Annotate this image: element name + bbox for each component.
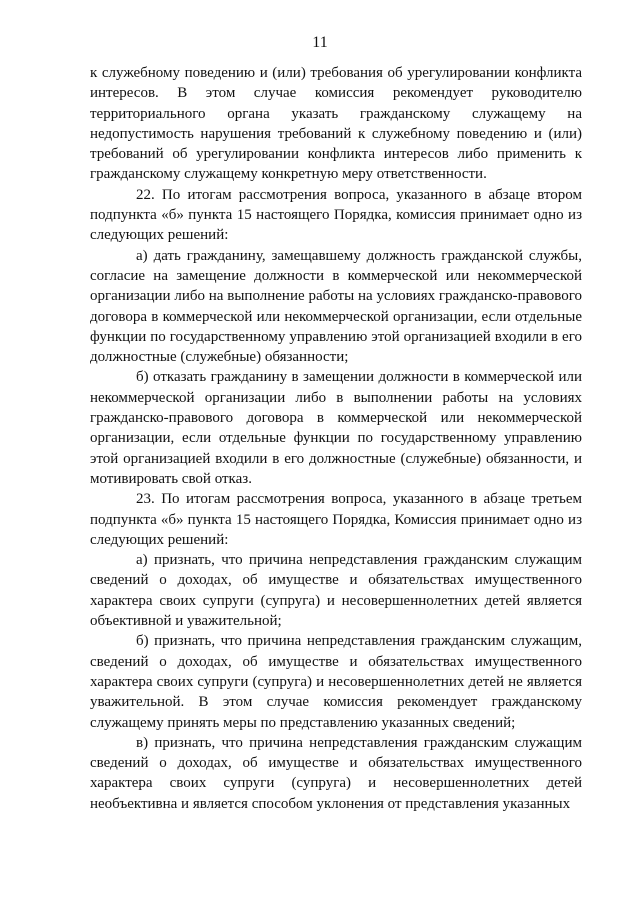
- paragraph-item-23-b: б) признать, что причина непредставления гражданским служащим, сведений о доходах, об имуществе и обязательствах имущественного характера своих супруги (супруга) и несовершеннолетних детей не является уважительной. В этом случае комиссия рекомендует гражданскому служащему принять меры по представлению указанных сведений;: [90, 633, 582, 731]
- paragraph-item-22: 22. По итогам рассмотрения вопроса, указанного в абзаце втором подпункта «б» пункта 15 настоящего Порядка, комиссия принимает одно из следующих решений:: [90, 186, 582, 244]
- document-body: [90, 63, 582, 814]
- paragraph-item-22-b: б) отказать гражданину в замещении должности в коммерческой или некоммерческой организации либо в выполнении работы на условиях гражданско-правового договора в коммерческой или некоммерческой организации, если отдельные функции по государственному управлению этой организацией входили в его должностные (служебные) обязанности, и мотивировать свой отказ.: [90, 369, 582, 487]
- paragraph-continuation: к служебному поведению и (или) требования об урегулировании конфликта интересов. В этом случае комиссия рекомендует руководителю территориального органа указать гражданскому служащему на недопустимость нарушения требований к служебному поведению и (или) требований об урегулировании конфликта интересов либо применить к гражданскому служащему конкретную меру ответственности.: [90, 65, 582, 183]
- page-number: 11: [312, 34, 328, 51]
- paragraph-item-23-v: в) признать, что причина непредставления гражданским служащим сведений о доходах, об имуществе и обязательствах имущественного характера своих супруги (супруга) и несовершеннолетних детей необъективна и является способом уклонения от представления указанных: [90, 734, 582, 812]
- paragraph-item-23-a: а) признать, что причина непредставления гражданским служащим сведений о доходах, об имуществе и обязательствах имущественного характера своих супруги (супруга) и несовершеннолетних детей является объективной и уважительной;: [90, 552, 582, 630]
- paragraph-item-23: 23. По итогам рассмотрения вопроса, указанного в абзаце третьем подпункта «б» пункта 15 настоящего Порядка, Комиссия принимает одно из следующих решений:: [90, 491, 582, 548]
- paragraph-item-22-a: а) дать гражданину, замещавшему должность гражданской службы, согласие на замещение должности в коммерческой или некоммерческой организации либо на выполнение работы на условиях гражданско-правового договора в коммерческой или некоммерческой организации, если отдельные функции по государственному управлению этой организацией входили в его должностные (служебные) обязанности;: [90, 247, 582, 366]
